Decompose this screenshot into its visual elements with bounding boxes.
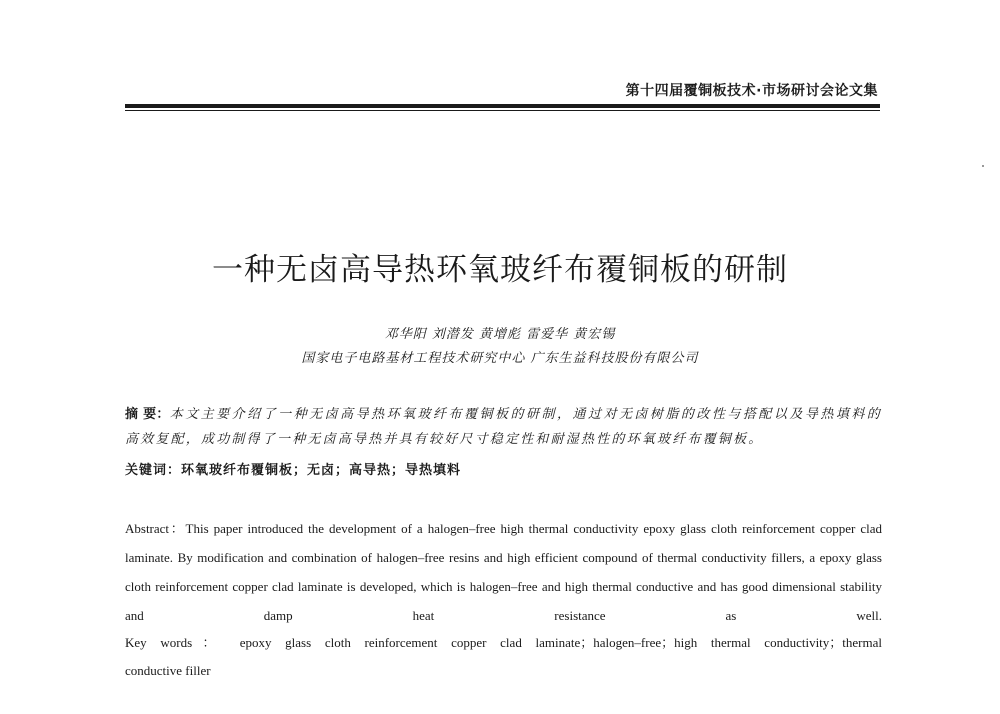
chinese-abstract-label: 摘 要：: [125, 407, 170, 422]
english-abstract-label: Abstract：: [125, 521, 186, 536]
proceedings-title: 第十四届覆铜板技术·市场研讨会论文集: [625, 83, 878, 99]
english-abstract: [125, 514, 882, 630]
chinese-keywords-label: 关键词：: [125, 463, 182, 478]
scan-speck: [982, 165, 984, 167]
header-rule-thick: [125, 104, 880, 108]
paper-authors: 邓华阳 刘潜发 黄增彪 雷爱华 黄宏锡: [384, 327, 616, 342]
chinese-abstract-text: 本文主要介绍了一种无卤高导热环氧玻纤布覆铜板的研制，通过对无卤树脂的改性与搭配以及导热填料的高效复配，成功制得了一种无卤高导热并具有较好尺寸稳定性和耐湿热性的环氧玻纤布覆铜板。: [125, 407, 883, 447]
paper-affiliation: 国家电子电路基材工程技术研究中心 广东生益科技股份有限公司: [301, 351, 699, 366]
english-keywords-text: epoxy glass cloth reinforcement copper clad laminate；halogen–free；high thermal conductivity；thermal: [239, 635, 882, 650]
chinese-keywords: [125, 459, 882, 478]
english-keywords-line2: conductive filler: [125, 663, 211, 678]
english-abstract-text: This paper introduced the development of a halogen–free high thermal conductivity epoxy glass cloth reinforcement copper clad laminate. By modification and combination of halogen–free resins and high efficient compound of thermal conductivity fillers, a epoxy glass cloth reinforcement copper clad laminate is developed, which is halogen–free and high thermal conductive and has good dimensional stability and damp heat resistance as well.: [125, 521, 882, 623]
chinese-abstract: [125, 402, 882, 452]
english-keywords-line1: [125, 629, 882, 657]
english-keywords-label: Key words：: [125, 635, 226, 650]
english-keywords: [125, 629, 882, 685]
paper-title: 一种无卤高导热环氧玻纤布覆铜板的研制: [212, 252, 788, 288]
chinese-keywords-text: 环氧玻纤布覆铜板；无卤；高导热；导热填料: [181, 463, 462, 478]
header-rule-thin: [125, 110, 880, 111]
